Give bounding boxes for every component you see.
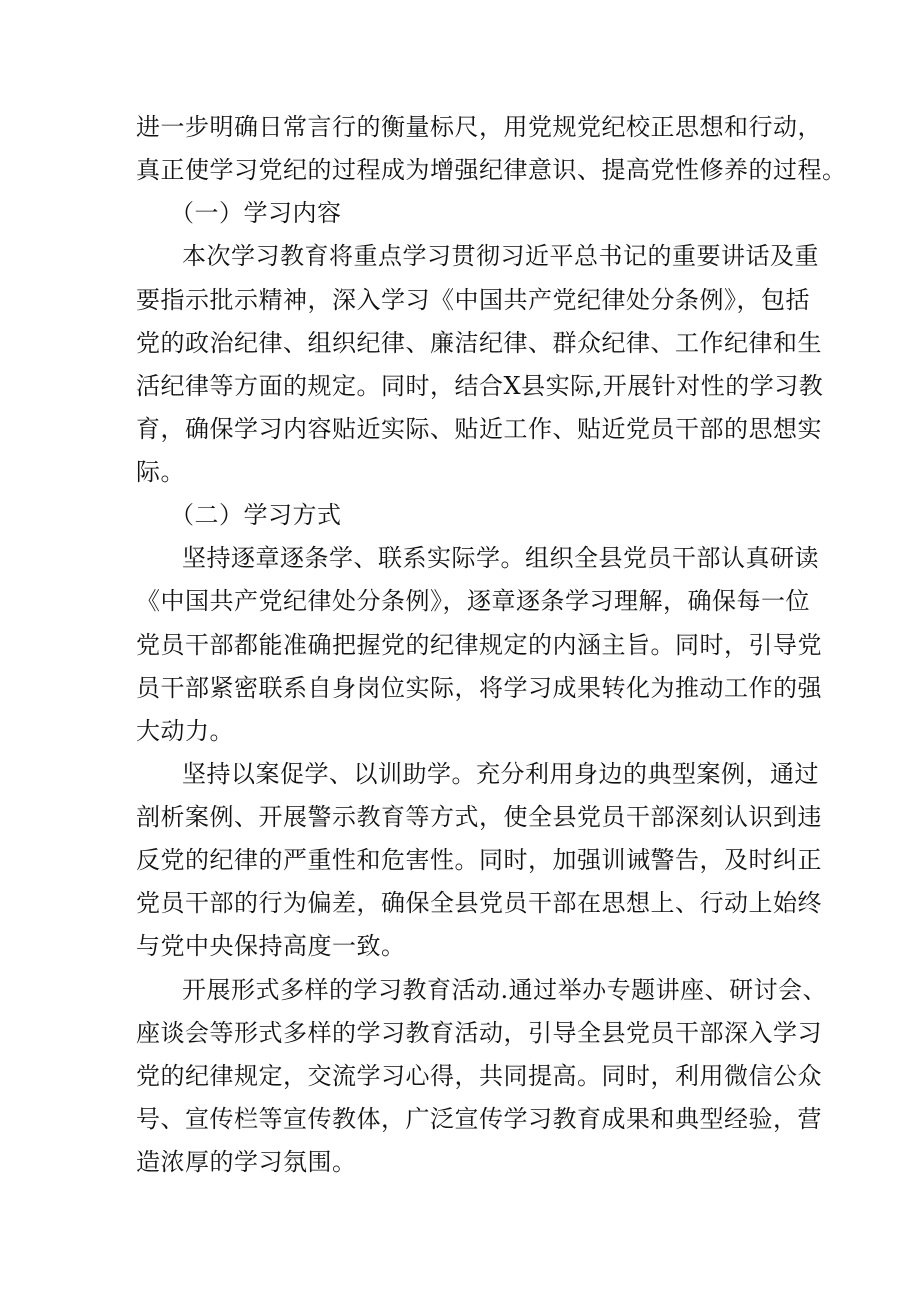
s2-p2-line-3: 反党的纪律的严重性和危害性。同时，加强训诫警告，及时纠正 xyxy=(136,846,822,874)
s2-p1-line-4: 员干部紧密联系自身岗位实际，将学习成果转化为推动工作的强 xyxy=(136,674,822,702)
s2-p2-line-5: 与党中央保持高度一致。 xyxy=(136,932,406,960)
s1-paragraph-line-2: 要指示批示精神，深入学习《中国共产党纪律处分条例》，包括 xyxy=(136,286,810,314)
s1-paragraph-line-3: 党的政治纪律、组织纪律、廉洁纪律、群众纪律、工作纪律和生 xyxy=(136,329,822,357)
s2-p2-line-1: 坚持以案促学、以训助学。充分利用身边的典型案例，通过 xyxy=(182,760,819,788)
s1-paragraph-line-4: 活纪律等方面的规定。同时，结合X县实际,开展针对性的学习教 xyxy=(136,372,824,400)
intro-line-2: 真正使学习党纪的过程成为增强纪律意识、提高党性修养的过程。 xyxy=(136,156,847,184)
s2-p3-line-1: 开展形式多样的学习教育活动.通过举办专题讲座、研讨会、 xyxy=(182,976,828,1004)
s2-p3-line-4: 号、宣传栏等宣传教体，广泛宣传学习教育成果和典型经验，营 xyxy=(136,1105,822,1133)
intro-line-1: 进一步明确日常言行的衡量标尺，用党规党纪校正思想和行动， xyxy=(136,113,822,141)
s2-p1-line-2: 《中国共产党纪律处分条例》，逐章逐条学习理解，确保每一位 xyxy=(136,587,810,615)
section-heading-2: （二）学习方式 xyxy=(170,501,342,529)
s2-p1-line-3: 党员干部都能准确把握党的纪律规定的内涵主旨。同时，引导党 xyxy=(136,631,822,659)
section-heading-1: （一）学习内容 xyxy=(170,199,342,227)
s2-p3-line-5: 造浓厚的学习氛围。 xyxy=(136,1148,357,1176)
s2-p3-line-2: 座谈会等形式多样的学习教育活动，引导全县党员干部深入学习 xyxy=(136,1019,822,1047)
s1-paragraph-line-6: 际。 xyxy=(136,458,185,486)
s1-paragraph-line-1: 本次学习教育将重点学习贯彻习近平总书记的重要讲话及重 xyxy=(182,242,819,270)
s2-p2-line-2: 剖析案例、开展警示教育等方式，使全县党员干部深刻认识到违 xyxy=(136,803,822,831)
s1-paragraph-line-5: 育，确保学习内容贴近实际、贴近工作、贴近党员干部的思想实 xyxy=(136,415,822,443)
s2-p2-line-4: 党员干部的行为偏差，确保全县党员干部在思想上、行动上始终 xyxy=(136,889,822,917)
s2-p1-line-1: 坚持逐章逐条学、联系实际学。组织全县党员干部认真研读 xyxy=(182,544,819,572)
s2-p3-line-3: 党的纪律规定，交流学习心得，共同提高。同时，利用微信公众 xyxy=(136,1062,822,1090)
s2-p1-line-5: 大动力。 xyxy=(136,717,234,745)
